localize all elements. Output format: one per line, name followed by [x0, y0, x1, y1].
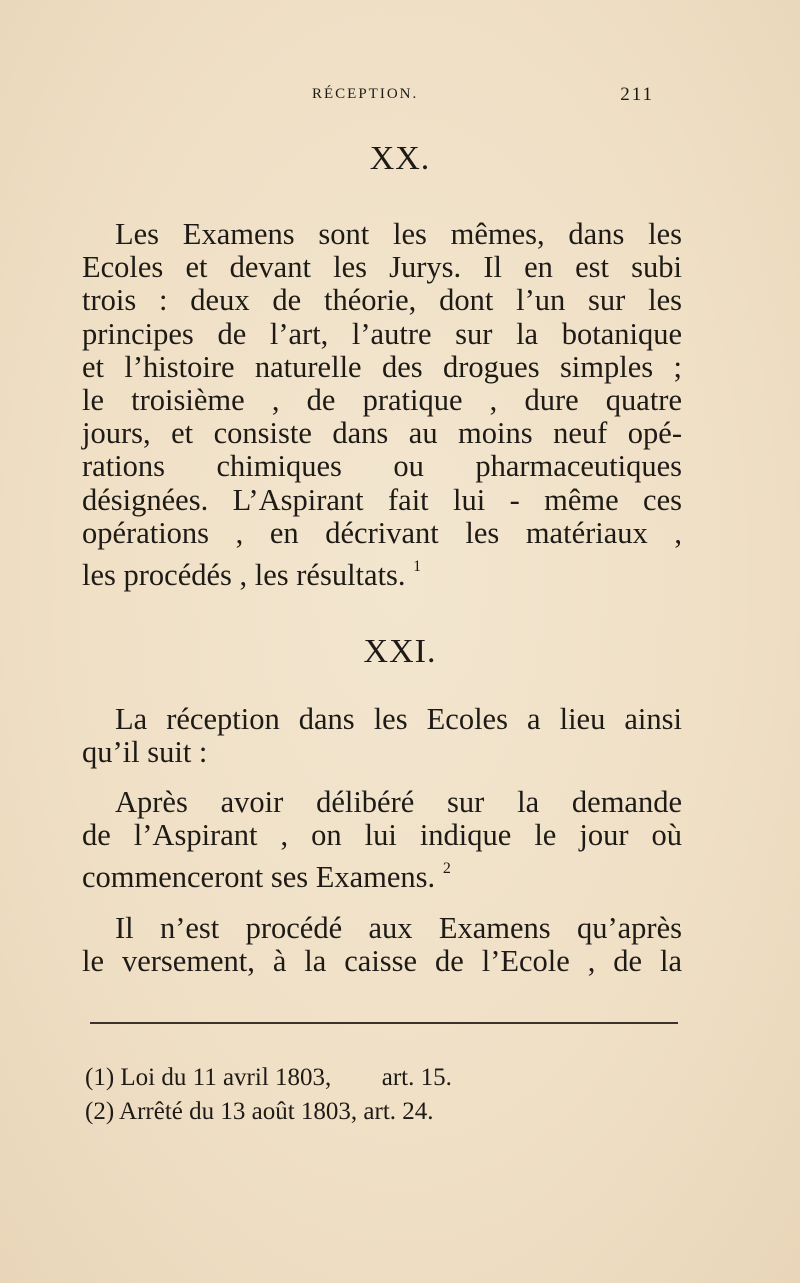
- footnote-2: [85, 1095, 605, 1129]
- footnote-ref: 1: [413, 558, 422, 576]
- footnote-marker: (2): [85, 1098, 115, 1125]
- text-line: trois : deux de théorie, dont l’un sur les: [82, 283, 682, 318]
- text-line: [82, 852, 682, 894]
- section-heading-xxi: XXI.: [363, 633, 437, 670]
- text-line: désignées. L’Aspirant fait lui - même ces: [82, 482, 682, 517]
- text-line: rations chimiques ou pharmaceutiques: [82, 449, 682, 484]
- text-line: le versement, à la caisse de l’Ecole , de la: [82, 944, 682, 979]
- text-line: Les Examens sont les mêmes, dans les: [115, 217, 682, 251]
- paragraph-xxi-1: [82, 703, 682, 769]
- footnotes: [85, 1061, 605, 1129]
- text-line: Après avoir délibéré sur la demande: [115, 785, 682, 819]
- text-line: principes de l’art, l’autre sur la botanique: [82, 316, 682, 351]
- footnote-text: Arrêté du 13 août 1803, art. 24.: [119, 1098, 434, 1125]
- paragraph-xx-1: [82, 218, 682, 592]
- running-head-title: RÉCEPTION.: [312, 86, 419, 102]
- footnote-article: art. 15.: [381, 1064, 452, 1091]
- text-line-content: les procédés , les résultats.: [82, 558, 406, 593]
- footnote-rule: [90, 1022, 678, 1024]
- text-line: jours, et consiste dans au moins neuf opé-: [82, 416, 682, 451]
- section-heading-xx: XX.: [369, 140, 431, 177]
- footnote-marker: (1): [85, 1064, 115, 1091]
- paragraph-xxi-2: [82, 786, 682, 895]
- text-line: [82, 550, 682, 592]
- text-line: qu’il suit :: [82, 735, 208, 770]
- footnote-ref: 2: [442, 860, 451, 878]
- text-line: le troisième , de pratique , dure quatre: [82, 383, 682, 418]
- running-head: [312, 86, 662, 112]
- text-line: et l’histoire naturelle des drogues simples ;: [82, 349, 682, 384]
- text-line: La réception dans les Ecoles a lieu ainsi: [115, 702, 682, 736]
- footnote-1: [85, 1061, 605, 1095]
- text-line-content: commenceront ses Examens.: [82, 860, 436, 895]
- footnote-text: Loi du 11 avril 1803,: [120, 1064, 332, 1091]
- text-line: de l’Aspirant , on lui indique le jour où: [82, 818, 682, 853]
- page-number: 211: [620, 84, 654, 105]
- text-line: Ecoles et devant les Jurys. Il en est subi: [82, 250, 682, 285]
- text-line: Il n’est procédé aux Examens qu’après: [115, 911, 682, 945]
- text-line: opérations , en décrivant les matériaux ,: [82, 515, 682, 550]
- paragraph-xxi-3: [82, 912, 682, 978]
